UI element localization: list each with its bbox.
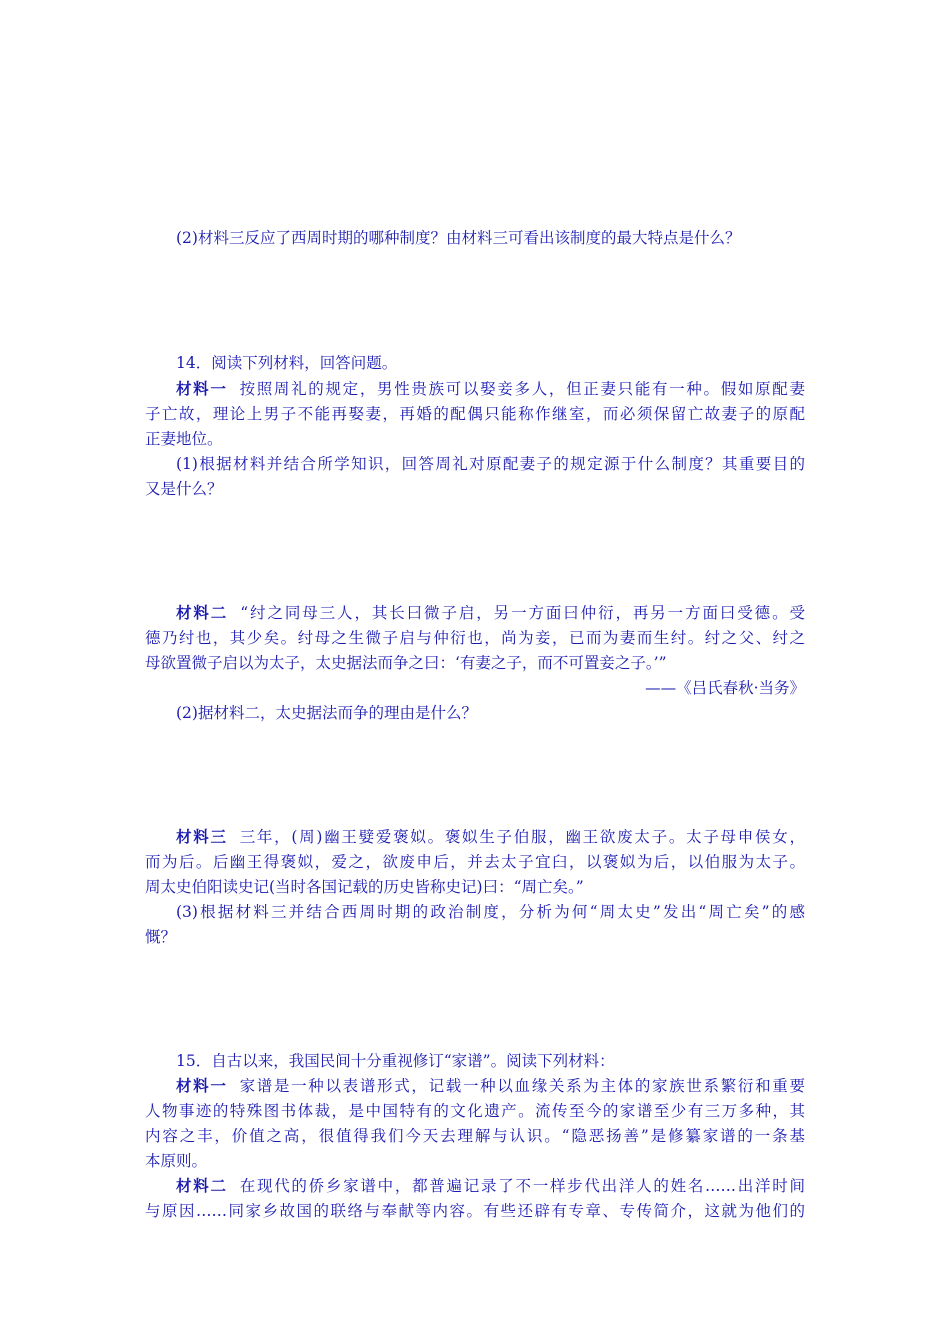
q14-m1-line1 <box>176 378 805 400</box>
q14-m1-line2: 子亡故，理论上男子不能再娶妻，再婚的配偶只能称作继室，而必须保留亡故妻子的原配 <box>145 405 805 423</box>
q14-m1-text1: 按照周礼的规定，男性贵族可以娶妾多人，但正妻只能有一种。假如原配妻 <box>239 380 805 398</box>
q15-m2-label: 材料二 <box>176 1176 228 1195</box>
q14-m3-text1: 三年，(周)幽王嬖爱褒姒。褒姒生子伯服，幽王欲废太子。太子母申侯女， <box>239 828 805 846</box>
q14-m2-line1 <box>176 602 805 624</box>
q15-m1-line2: 人物事迹的特殊图书体裁，是中国特有的文化遗产。流传至今的家谱至少有三万多种，其 <box>145 1102 805 1120</box>
q15-m2-line1 <box>176 1175 805 1197</box>
q14-intro: 14．阅读下列材料，回答问题。 <box>176 354 398 372</box>
q14-m1-line3: 正妻地位。 <box>145 430 223 448</box>
q15-m2-line2: 与原因……同家乡故国的联络与奉献等内容。有些还辟有专章、专传简介，这就为他们的 <box>145 1202 805 1220</box>
q14-m2-line3: 母欲置微子启以为太子，太史据法而争之曰：‘有妻之子，而不可置妾之子。’” <box>145 654 667 672</box>
q14-m1-label: 材料一 <box>176 379 228 398</box>
q14-q3-line1: (3)根据材料三并结合西周时期的政治制度，分析为何“周太史”发出“周亡矣”的感 <box>176 903 805 921</box>
q14-m3-label: 材料三 <box>176 827 228 846</box>
q15-m2-text1: 在现代的侨乡家谱中，都普遍记录了不一样步代出洋人的姓名……出洋时间 <box>239 1177 805 1195</box>
q14-q2: (2)据材料二，太史据法而争的理由是什么？ <box>176 704 477 722</box>
q15-m1-line1 <box>176 1075 805 1097</box>
q14-m3-line2: 而为后。后幽王得褒姒，爱之，欲废申后，并去太子宜臼，以褒姒为后，以伯服为太子。 <box>145 853 805 871</box>
q15-m1-text1: 家谱是一种以表谱形式，记载一种以血缘关系为主体的家族世系繁衍和重要 <box>239 1077 805 1095</box>
q15-m1-label: 材料一 <box>176 1076 228 1095</box>
q14-m2-source: ——《吕氏春秋·当务》 <box>645 679 805 697</box>
q15-m1-line3: 内容之丰，价值之高，很值得我们今天去理解与认识。“隐恶扬善”是修纂家谱的一条基 <box>145 1127 805 1145</box>
q13-sub2: (2)材料三反应了西周时期的哪种制度？由材料三可看出该制度的最大特点是什么？ <box>176 229 741 247</box>
q14-m2-label: 材料二 <box>176 603 229 622</box>
q14-q1-line1: (1)根据材料并结合所学知识，回答周礼对原配妻子的规定源于什么制度？其重要目的 <box>176 455 805 473</box>
q14-m3-line1 <box>176 826 805 848</box>
q14-m2-line2: 德乃纣也，其少矣。纣母之生微子启与仲衍也，尚为妾，已而为妻而生纣。纣之父、纣之 <box>145 629 805 647</box>
q15-intro: 15．自古以来，我国民间十分重视修订“家谱”。阅读下列材料： <box>176 1052 615 1070</box>
q14-m3-line3: 周太史伯阳读史记(当时各国记载的历史皆称史记)曰：“周亡矣。” <box>145 878 584 896</box>
q14-q3-line2: 慨？ <box>145 928 177 946</box>
q14-m2-text1: “纣之同母三人，其长曰微子启，另一方面曰仲衍，再另一方面曰受德。受 <box>240 604 805 622</box>
q14-q1-line2: 又是什么？ <box>145 480 223 498</box>
q15-m1-line4: 本原则。 <box>145 1152 208 1170</box>
